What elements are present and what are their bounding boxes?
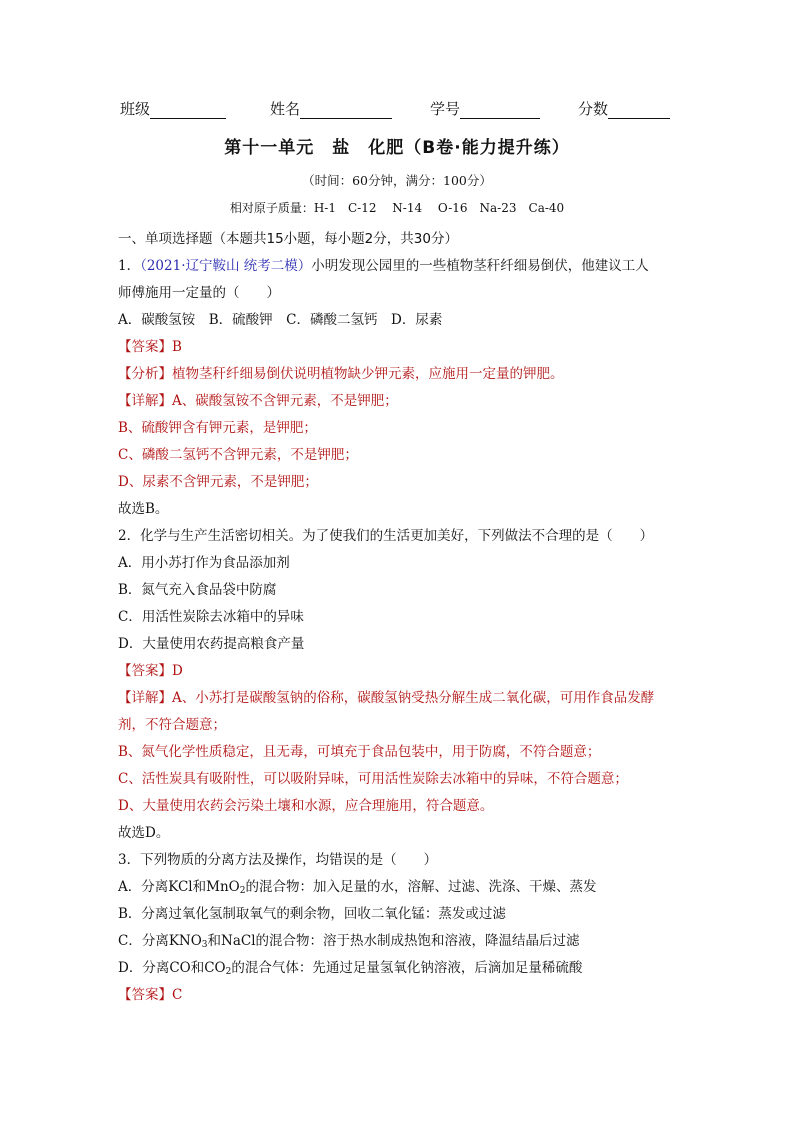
q3-option-a-sub: 2	[239, 886, 246, 896]
class-field	[120, 98, 226, 119]
q1-analysis-text: 植物茎秆纤细易倒伏说明植物缺少钾元素，应施用一定量的钾肥。	[172, 366, 564, 382]
q3-stem: 3．下列物质的分离方法及操作，均错误的是（ ）	[118, 852, 438, 868]
q3-option-d	[118, 956, 582, 976]
class-blank[interactable]	[150, 102, 226, 119]
q1-stem-a: 小明发现公园里的一些植物茎秆纤细易倒伏，他建议工人	[311, 258, 649, 274]
q2-detail-d: D、大量使用农药会污染土壤和水源，应合理施用，符合题意。	[118, 798, 494, 814]
q1-conclusion: 故选B。	[118, 501, 169, 517]
score-label: 分数	[578, 100, 609, 118]
q2-option-d: D．大量使用农药提高粮食产量	[118, 636, 305, 652]
q2-option-a: A．用小苏打作为食品添加剂	[118, 555, 290, 571]
q3-answer-value: C	[172, 987, 183, 1003]
q2-detail-b: B、氮气化学性质稳定，且无毒，可填充于食品包装中，用于防腐，不符合题意；	[118, 744, 601, 760]
q2-detail-tag: 【详解】	[118, 690, 172, 706]
q3-option-c-sub: 3	[201, 940, 208, 950]
q1-detail-c: C、磷酸二氢钙不含钾元素，不是钾肥；	[118, 447, 358, 463]
q3-option-c-post: 和NaCl的混合物：溶于热水制成热饱和溶液，降温结晶后过滤	[207, 933, 580, 949]
q1-analysis-tag: 【分析】	[118, 366, 172, 382]
q1-answer-tag: 【答案】	[118, 339, 172, 355]
q2-detail-c: C、活性炭具有吸附性，可以吸附异味，可用活性炭除去冰箱中的异味，不符合题意；	[118, 771, 628, 787]
q2-option-b: B．氮气充入食品袋中防腐	[118, 582, 277, 598]
q1-source: （2021·辽宁鞍山 统考二模）	[140, 258, 312, 274]
q1-detail-b: B、硫酸钾含有钾元素，是钾肥；	[118, 420, 317, 436]
q1-stem-line1	[118, 254, 649, 274]
q2-conclusion: 故选D。	[118, 825, 170, 841]
q3-option-a-post: 的混合物：加入足量的水，溶解、过滤、洗涤、干燥、蒸发	[245, 879, 597, 895]
q2-stem: 2．化学与生产生活密切相关。为了使我们的生活更加美好，下列做法不合理的是（ ）	[118, 528, 654, 544]
q1-detail-d: D、尿素不含钾元素，不是钾肥；	[118, 474, 318, 490]
section-heading: 一、单项选择题（本题共15小题，每小题2分，共30分）	[118, 231, 458, 247]
q1-detail-a-text: A、碳酸氢铵不含钾元素，不是钾肥；	[172, 393, 398, 409]
q1-number: 1．	[118, 258, 141, 274]
q1-answer	[118, 335, 182, 355]
name-field	[270, 98, 392, 119]
q2-option-c: C．用活性炭除去冰箱中的异味	[118, 609, 304, 625]
q3-option-a	[118, 875, 596, 895]
q1-analysis	[118, 362, 564, 382]
class-label: 班级	[120, 100, 151, 118]
q2-detail-a1-text: A、小苏打是碳酸氢钠的俗称，碳酸氢钠受热分解生成二氧化碳，可用作食品发酵	[172, 690, 655, 706]
q3-option-c-pre: C．分离KNO	[118, 933, 202, 949]
q1-options: A．碳酸氢铵 B．硫酸钾 C．磷酸二氢钙 D．尿素	[118, 312, 443, 328]
q2-answer	[118, 659, 183, 679]
q3-option-d-sub: 2	[225, 967, 232, 977]
q2-answer-tag: 【答案】	[118, 663, 172, 679]
q1-detail-a	[118, 389, 398, 409]
q3-option-d-pre: D．分离CO和CO	[118, 960, 226, 976]
exam-info: （时间：60分钟，满分：100分）	[302, 173, 492, 188]
q3-option-d-post: 的混合气体：先通过足量氢氧化钠溶液，后滴加足量稀硫酸	[231, 960, 583, 976]
student-id-label: 学号	[430, 100, 461, 118]
q2-detail-a2: 剂，不符合题意；	[118, 717, 226, 733]
name-label: 姓名	[270, 100, 301, 118]
q2-detail-a1	[118, 686, 654, 706]
q1-detail-tag: 【详解】	[118, 393, 172, 409]
score-blank[interactable]	[608, 102, 670, 119]
q3-answer	[118, 983, 182, 1003]
q3-option-a-pre: A．分离KCl和MnO	[118, 879, 240, 895]
name-blank[interactable]	[300, 102, 392, 119]
student-id-field	[430, 98, 540, 119]
q3-answer-tag: 【答案】	[118, 987, 172, 1003]
page-title: 第十一单元 盐 化肥（B卷·能力提升练）	[224, 138, 570, 158]
q1-stem-line2: 师傅施用一定量的（ ）	[118, 285, 280, 301]
score-field	[578, 98, 670, 119]
q3-option-b: B．分离过氧化氢制取氧气的剩余物，回收二氧化锰：蒸发或过滤	[118, 906, 506, 922]
q1-answer-value: B	[172, 339, 182, 355]
atomic-masses: 相对原子质量：H-1 C-12 N-14 O-16 Na-23 Ca-40	[229, 201, 565, 215]
q3-option-c	[118, 929, 580, 949]
q2-answer-value: D	[172, 663, 183, 679]
student-id-blank[interactable]	[460, 102, 540, 119]
